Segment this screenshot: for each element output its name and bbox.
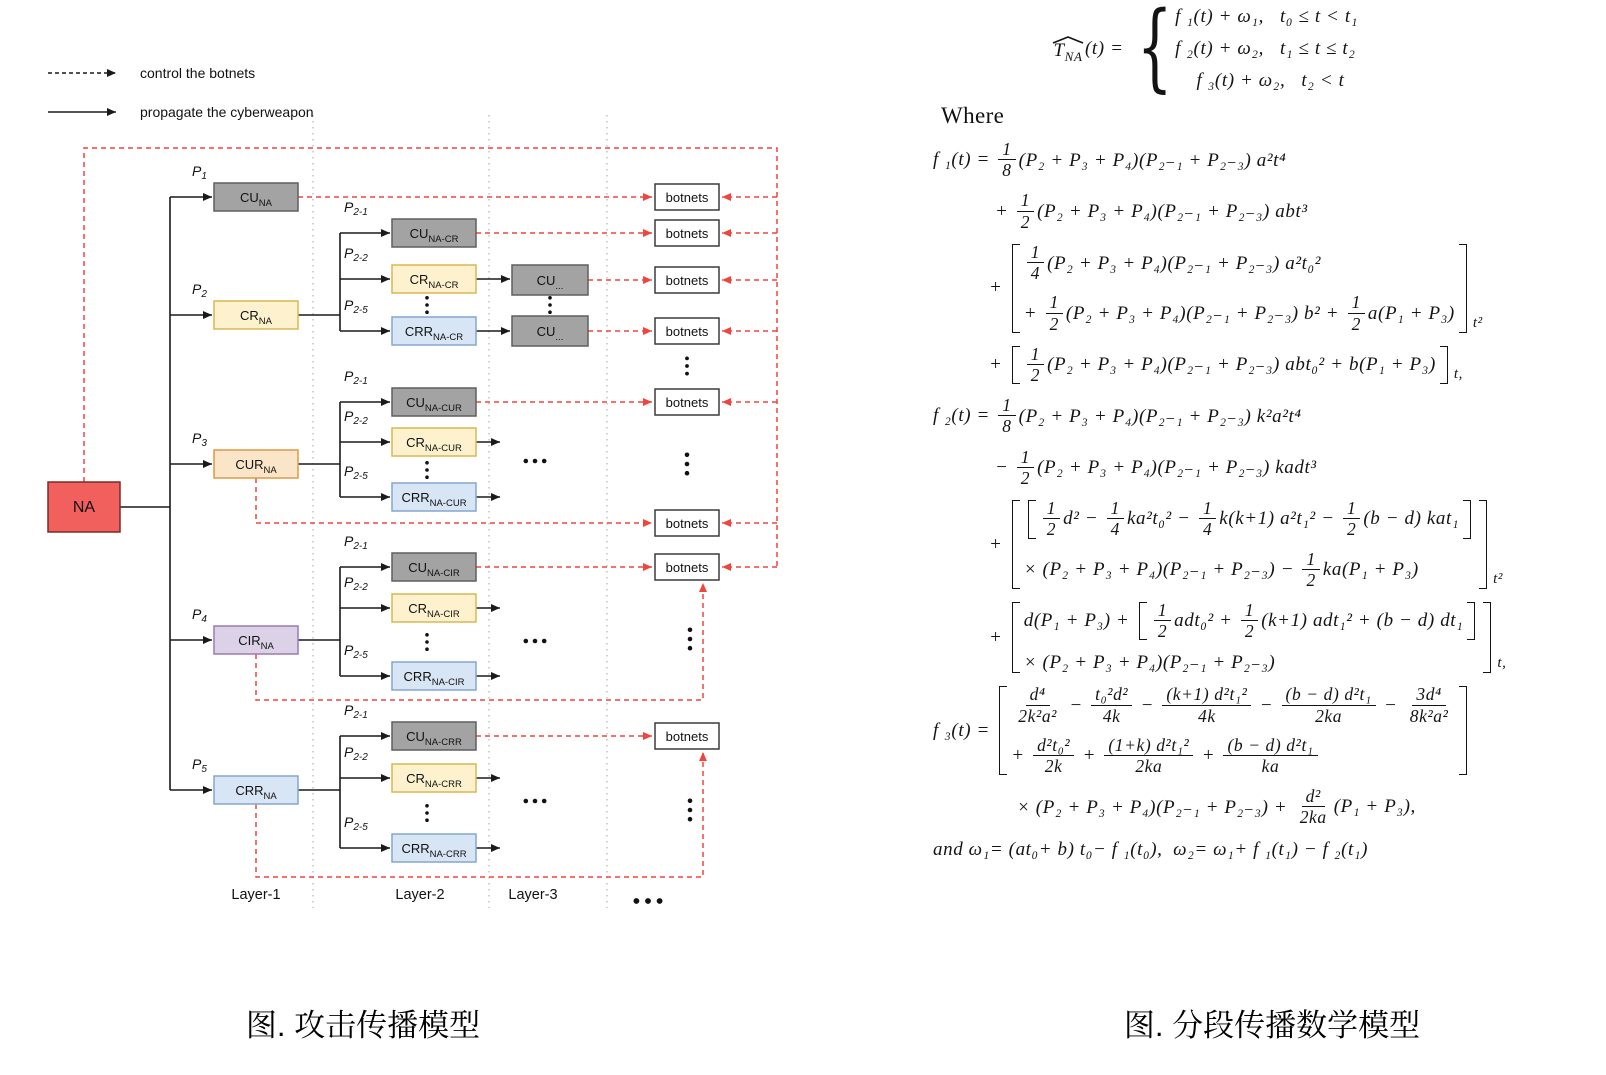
node-label-botnets-5: botnets: [665, 395, 709, 410]
math-token: +: [989, 626, 1008, 648]
math-token: {: [1136, 0, 1174, 104]
math-token: −: [1378, 694, 1403, 716]
math-token: × (P₂ + P₃ + P₄)(P₂₋₁ + P₂₋₃): [1023, 652, 1276, 674]
math-token: [1104, 736, 1193, 776]
math-token: f ₂(t) + ω₂, t₁ ≤ t ≤ t₂: [1175, 38, 1356, 59]
node-label-crr-na-cir: $CRR_{NA-CIR}$: [403, 669, 465, 688]
ellipsis-dot: [688, 628, 693, 633]
math-token: [1011, 685, 1455, 776]
math-token: [1406, 685, 1453, 725]
ellipsis-dot: [533, 459, 538, 464]
ellipsis-dot: [425, 818, 429, 822]
math-token: [1348, 293, 1365, 333]
ellipsis-dot: [688, 646, 693, 651]
ellipsis-dot: [688, 637, 693, 642]
math-token: (P₂ + P₃ + P₄)(P₂₋₁ + P₂₋₃) a²t⁴: [1018, 149, 1287, 171]
math-token: 4k: [1102, 705, 1121, 726]
ellipsis-dot: [425, 640, 429, 644]
node-label-cr-na-cr: $CR_{NA-CR}$: [409, 272, 459, 291]
ellipsis-dot: [542, 459, 547, 464]
math-token: f ₃(t) =: [933, 719, 996, 741]
math-token: (b − d) d²t₁: [1223, 736, 1317, 756]
ellipsis-dot: [685, 453, 690, 458]
math-token: d⁴: [1026, 685, 1050, 705]
math-token: [1012, 346, 1020, 384]
math-token: (1+k) d²t₁²: [1104, 736, 1193, 756]
math-token: [1139, 602, 1147, 640]
ellipsis-dot: [542, 799, 547, 804]
probability-label: $P_1$: [192, 163, 207, 182]
ellipsis-dot: [425, 461, 429, 465]
formula-line: [933, 839, 1593, 861]
ellipsis-dot: [685, 364, 689, 368]
right-caption: 图. 分段传播数学模型: [1123, 1008, 1421, 1043]
math-token: 1: [1017, 191, 1034, 211]
node-label-botnets-4: botnets: [665, 324, 709, 339]
probability-label: $P_{2-1}$: [344, 702, 368, 721]
probability-label: $P_{2-5}$: [344, 814, 368, 833]
ellipsis-dot: [542, 639, 547, 644]
math-token: × (P₂ + P₃ + P₄)(P₂₋₁ + P₂₋₃) −: [1023, 559, 1300, 581]
ellipsis-dot: [533, 799, 538, 804]
legend-label: propagate the cyberweapon: [140, 104, 314, 120]
math-token: [1483, 602, 1491, 673]
ellipsis-dot: [548, 310, 552, 314]
math-token: 4: [1110, 519, 1120, 540]
ellipsis-dot: [425, 804, 429, 808]
math-token: t,: [1497, 655, 1507, 672]
math-token: ka: [1261, 756, 1280, 777]
math-token: [1051, 36, 1085, 63]
ellipsis-dot: [425, 310, 429, 314]
math-token: −: [1064, 694, 1089, 716]
math-token: (P₂ + P₃ + P₄)(P₂₋₁ + P₂₋₃) b² +: [1065, 303, 1345, 325]
math-token: (t) =: [1085, 38, 1129, 59]
math-token: [1024, 601, 1480, 674]
math-token: 4: [1030, 263, 1041, 284]
probability-label: $P_2$: [192, 281, 207, 300]
math-token: 2: [1306, 569, 1316, 590]
math-token: +: [989, 277, 1008, 299]
math-token: 2: [1244, 621, 1255, 642]
ellipsis-dot: [524, 459, 529, 464]
formula-line: [1017, 787, 1593, 827]
node-label-cr-na: $CR_{NA}$: [240, 308, 272, 327]
formula-line: [989, 499, 1593, 590]
math-token: 1: [1241, 601, 1258, 621]
math-token: 1: [1107, 499, 1124, 519]
math-token: 2: [1020, 211, 1031, 232]
math-token: [1024, 499, 1475, 539]
node-label-crr-na-cur: $CRR_{NA-CUR}$: [401, 490, 467, 509]
math-token: [1043, 499, 1060, 539]
math-token: 2k²a²: [1018, 705, 1057, 726]
math-token: [1199, 499, 1216, 539]
ellipsis-dot: [685, 357, 689, 361]
ellipsis-dot: [548, 296, 552, 300]
math-token: [1024, 293, 1455, 333]
math-token: [1011, 736, 1455, 776]
formula-line: [989, 345, 1593, 385]
probability-label: $P_{2-1}$: [344, 533, 368, 552]
probability-label: $P_{2-2}$: [344, 245, 368, 264]
math-token: [998, 140, 1015, 180]
math-token: $T_{NA}$: [1053, 39, 1083, 64]
math-token: [1012, 500, 1020, 589]
math-token: 8k²a²: [1409, 705, 1449, 726]
math-token: (P₂ + P₃ + P₄)(P₂₋₁ + P₂₋₃) abt₀² + b(P₁ + P₃): [1047, 354, 1436, 376]
probability-label: $P_{2-2}$: [344, 744, 368, 763]
math-token: [1241, 601, 1258, 641]
control-edge-arrow: [256, 752, 703, 877]
node-label-cr-na-cir: $CR_{NA-CIR}$: [408, 601, 460, 620]
math-token: −: [995, 456, 1014, 478]
math-token: k(k+1) a²t₁² −: [1219, 508, 1340, 530]
math-token: 1: [1199, 499, 1216, 519]
math-token: [1175, 38, 1358, 60]
ellipsis-dot: [524, 799, 529, 804]
math-token: 1: [998, 396, 1015, 416]
math-token: a(P₁ + P₃): [1367, 302, 1455, 324]
ellipsis-dot: [425, 811, 429, 815]
node-label-cr-na-cur: $CR_{NA-CUR}$: [406, 435, 462, 454]
math-token: (k+1) d²t₁²: [1162, 685, 1251, 705]
math-token: t₀²d²: [1091, 685, 1132, 705]
math-token: 1: [1302, 550, 1319, 570]
node-label-botnets-1: botnets: [665, 190, 709, 205]
node-label-crr-na-cr: $CRR_{NA-CR}$: [404, 324, 464, 343]
node-label-cu-na-cir: $CU_{NA-CIR}$: [408, 560, 460, 579]
math-token: 1: [1043, 499, 1060, 519]
ellipsis-dot: [524, 639, 529, 644]
node-label-cu-na-cur: $CU_{NA-CUR}$: [406, 395, 462, 414]
probability-label: $P_3$: [192, 430, 207, 449]
math-token: and ω₁= (at₀+ b) t₀− f ₁(t₀), ω₂= ω₁+ f ₁(t₁) − f ₂(t₁): [933, 838, 1369, 860]
math-token: 1: [1348, 293, 1365, 313]
math-token: [1175, 6, 1358, 28]
math-token: [1024, 651, 1480, 674]
math-token: [1154, 601, 1171, 641]
math-token: [1223, 736, 1317, 776]
node-label-cu-l3-a: $CU_{...}$: [536, 273, 564, 292]
ellipsis-dot: [425, 633, 429, 637]
math-token: t²: [1472, 314, 1483, 331]
ellipsis-dot: [688, 799, 693, 804]
math-token: −: [1254, 694, 1279, 716]
math-token: +: [1196, 745, 1221, 767]
math-token: 1: [998, 140, 1015, 160]
math-token: [999, 686, 1007, 775]
math-token: (P₁ + P₃),: [1333, 796, 1416, 818]
math-token: 2ka: [1135, 756, 1163, 777]
math-token: [1302, 550, 1319, 590]
node-label-crr-na: $CRR_{NA}$: [235, 783, 277, 802]
math-token: d²t₀²: [1033, 736, 1074, 756]
ellipsis-dot: [425, 303, 429, 307]
ellipsis-dot: [425, 468, 429, 472]
math-token: [1459, 686, 1467, 775]
math-token: (b − d) kat₁: [1363, 508, 1460, 530]
math-token: × (P₂ + P₃ + P₄)(P₂₋₁ + P₂₋₃) +: [1017, 796, 1293, 818]
formula-line: [933, 685, 1593, 776]
math-token: [1011, 685, 1455, 725]
math-token: 4k: [1198, 705, 1216, 726]
math-token: 8: [1002, 416, 1012, 437]
node-label-cu-na: $CU_{NA}$: [240, 190, 272, 209]
probability-label: $P_{2-1}$: [344, 199, 368, 218]
math-token: f ₁(t) + ω₁, t₀ ≤ t < t₁: [1175, 6, 1358, 27]
math-token: +: [989, 533, 1008, 555]
node-label-botnets-8: botnets: [665, 729, 709, 744]
math-token: 1: [1154, 601, 1171, 621]
math-token: +: [1023, 302, 1043, 324]
math-token: f ₃(t) + ω₂, t₂ < t: [1175, 70, 1345, 91]
math-token: 1: [1017, 448, 1034, 468]
math-token: (P₂ + P₃ + P₄)(P₂₋₁ + P₂₋₃) a²t₀²: [1047, 252, 1322, 274]
math-panel: [933, 0, 1593, 861]
layer-label: Layer-2: [395, 887, 445, 903]
math-token: 4: [1202, 519, 1213, 540]
layer-label: Layer-3: [508, 887, 558, 903]
probability-label: $P_{2-5}$: [344, 463, 368, 482]
math-token: 1: [1027, 243, 1044, 263]
math-token: [1027, 345, 1044, 385]
ellipsis-dot: [425, 475, 429, 479]
probability-label: $P_{2-2}$: [344, 408, 368, 427]
probability-label: $P_{2-2}$: [344, 574, 368, 593]
math-token: 2: [1020, 467, 1031, 488]
ellipsis-dot: [688, 817, 693, 822]
ellipsis-dot: [688, 808, 693, 813]
math-token: 8: [1002, 160, 1012, 181]
math-token: [1017, 191, 1034, 231]
left-caption: 图. 攻击传播模型: [245, 1008, 481, 1043]
math-token: (k+1) adt₁² + (b − d) dt₁: [1261, 610, 1464, 632]
math-token: [1282, 685, 1376, 725]
math-token: (P₂ + P₃ + P₄)(P₂₋₁ + P₂₋₃) kadt³: [1037, 457, 1317, 479]
math-token: [1463, 500, 1471, 538]
math-token: [1440, 346, 1448, 384]
formula-line: [995, 191, 1593, 231]
ellipsis-dot: [657, 898, 663, 904]
node-label-cu-l3-b: $CU_{...}$: [536, 324, 564, 343]
math-token: adt₀² +: [1174, 610, 1238, 632]
math-token: t²: [1493, 570, 1503, 587]
math-token: 2ka: [1315, 705, 1343, 726]
math-token: [1107, 499, 1124, 539]
math-token: 2: [1030, 364, 1041, 385]
control-edge-arrow: [256, 583, 703, 700]
math-token: [1459, 244, 1467, 333]
math-token: t,: [1453, 366, 1463, 383]
node-label-crr-na-crr: $CRR_{NA-CRR}$: [401, 841, 467, 860]
ellipsis-dot: [685, 372, 689, 376]
math-token: (b − d) d²t₁: [1282, 685, 1376, 705]
ellipsis-dot: [533, 639, 538, 644]
formula-line: [989, 243, 1593, 334]
math-token: [1012, 602, 1020, 673]
math-token: 2k: [1044, 756, 1063, 777]
math-token: d(P₁ + P₃) +: [1023, 610, 1135, 632]
math-token: (P₂ + P₃ + P₄)(P₂₋₁ + P₂₋₃) k²a²t⁴: [1018, 405, 1302, 427]
ellipsis-dot: [685, 471, 690, 476]
probability-label: $P_4$: [192, 606, 207, 625]
node-label-botnets-6: botnets: [665, 516, 709, 531]
node-label-botnets-3: botnets: [665, 273, 709, 288]
math-token: [1024, 243, 1455, 283]
math-token: [1175, 70, 1358, 92]
node-label-cur-na: $CUR_{NA}$: [235, 457, 277, 476]
math-token: −: [1135, 694, 1160, 716]
probability-label: $P_{2-1}$: [344, 368, 368, 387]
math-token: [1343, 499, 1360, 539]
math-token: d²: [1302, 787, 1325, 807]
formula-line: [995, 448, 1593, 488]
math-token: [1024, 243, 1455, 334]
node-label-cu-na-crr: $CU_{NA-CRR}$: [406, 729, 462, 748]
math-token: [1467, 602, 1475, 640]
math-token: 2: [1351, 313, 1361, 334]
math-token: 3d⁴: [1412, 685, 1445, 705]
layer-label: Layer-1: [231, 887, 281, 903]
math-token: [1012, 244, 1020, 333]
formula-line: [1051, 0, 1593, 104]
math-token: +: [1011, 745, 1031, 767]
math-token: ka²t₀² −: [1127, 508, 1196, 530]
math-token: [1175, 6, 1358, 92]
math-token: +: [989, 353, 1008, 375]
math-token: 1: [1046, 293, 1063, 313]
node-label-cir-na: $CIR_{NA}$: [238, 633, 274, 652]
math-token: ka(P₁ + P₃): [1322, 558, 1419, 580]
math-token: [1024, 550, 1475, 590]
node-label-botnets-7: botnets: [665, 560, 709, 575]
math-token: [1024, 601, 1480, 641]
ellipsis-dot: [645, 898, 651, 904]
math-token: [1046, 293, 1063, 333]
math-token: [998, 396, 1015, 436]
ellipsis-dot: [634, 898, 640, 904]
math-token: 2: [1049, 313, 1059, 334]
math-token: [1017, 448, 1034, 488]
math-token: [1028, 500, 1036, 538]
math-token: +: [1077, 745, 1102, 767]
formula-line: [933, 396, 1593, 436]
math-token: [1479, 500, 1487, 589]
formula-line: [989, 601, 1593, 674]
math-token: f ₁(t) =: [933, 149, 996, 171]
math-token: 2ka: [1299, 807, 1327, 828]
node-label-botnets-2: botnets: [665, 226, 709, 241]
probability-label: $P_5$: [192, 756, 207, 775]
math-token: 1: [1343, 499, 1360, 519]
math-token: Where: [941, 103, 1005, 128]
probability-label: $P_{2-5}$: [344, 642, 368, 661]
math-token: (P₂ + P₃ + P₄)(P₂₋₁ + P₂₋₃) abt³: [1037, 201, 1308, 223]
node-label-cr-na-crr: $CR_{NA-CRR}$: [406, 771, 462, 790]
ellipsis-dot: [425, 647, 429, 651]
math-token: [1033, 736, 1074, 776]
formula-line: [933, 140, 1593, 180]
math-token: [1027, 243, 1044, 283]
math-token: 2: [1346, 519, 1357, 540]
math-token: [1162, 685, 1251, 725]
ellipsis-dot: [548, 303, 552, 307]
math-token: 2: [1157, 621, 1168, 642]
math-token: 1: [1027, 345, 1044, 365]
math-token: [1014, 685, 1061, 725]
math-token: [1024, 499, 1475, 590]
math-token: [1296, 787, 1331, 827]
probability-label: $P_{2-5}$: [344, 297, 368, 316]
node-label-cu-na-cr: $CU_{NA-CR}$: [409, 226, 459, 245]
legend-label: control the botnets: [140, 65, 256, 81]
ellipsis-dot: [685, 462, 690, 467]
math-token: 2: [1046, 519, 1057, 540]
math-token: [1091, 685, 1132, 725]
ellipsis-dot: [425, 296, 429, 300]
math-token: d² −: [1063, 508, 1104, 530]
formula-line: [941, 103, 1593, 129]
math-token: f ₂(t) =: [933, 405, 996, 427]
math-token: +: [995, 200, 1014, 222]
node-label-na: NA: [72, 499, 96, 516]
